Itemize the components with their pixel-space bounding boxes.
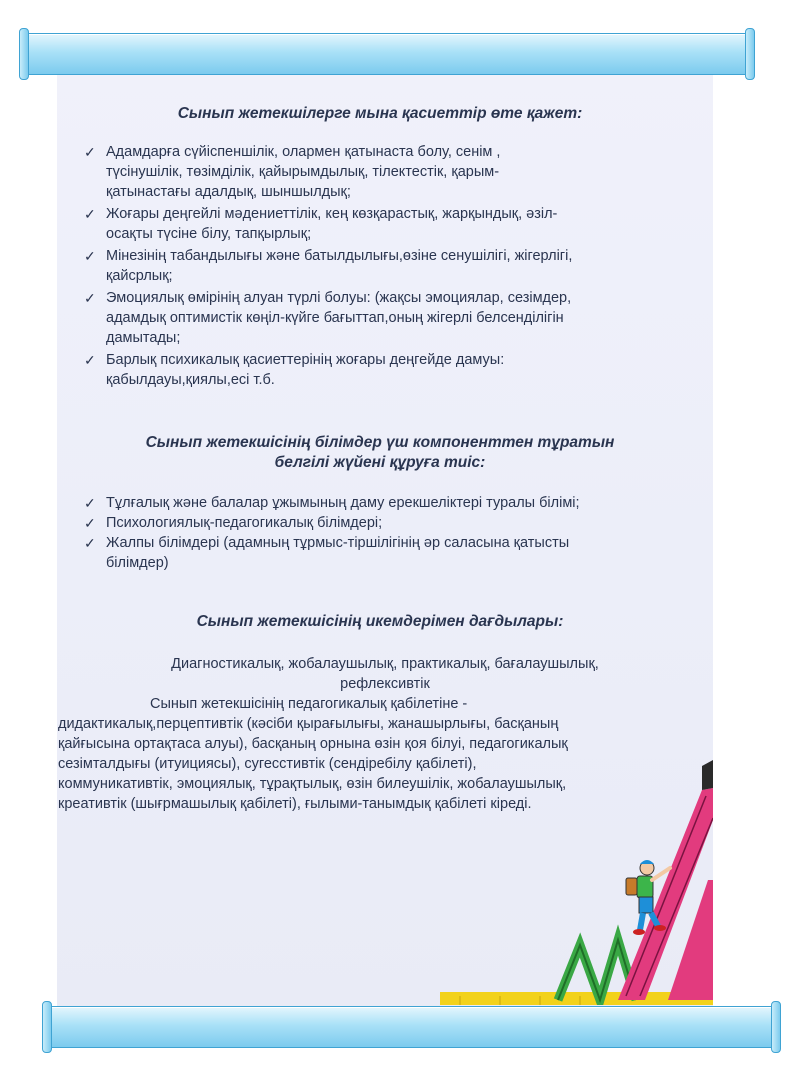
skills-list: Диагностикалық, жобалаушылық, практикалық, бағалаушылық, рефлексивтік [171,656,599,692]
checkmark-icon: ✓ [84,144,96,160]
scroll-curl-left [19,28,29,80]
section2-item-3: Жалпы білімдері (адамның тұрмыс-тіршілігінің әр саласына қатысты білімдер) [106,535,570,571]
checkmark-icon: ✓ [84,515,96,531]
checkmark-icon: ✓ [84,495,96,511]
section3-heading: Сынып жетекшісінің икемдерімен дағдылары: [196,613,564,630]
checkmark-icon: ✓ [84,206,96,222]
climber-letter-a-illustration [440,760,713,1005]
section1-item-5: Барлық психикалық қасиеттерінің жоғары деңгейде дамуы: қабылдауы,қиялы,есі т.б. [106,352,505,388]
section2-item-1: Тұлғалық және балалар ұжымының даму ерекшеліктері туралы білімі; [106,495,580,511]
section2-heading: Сынып жетекшісінің білімдер үш компоненттен тұратын белгілі жүйені құруға тиіс: [145,434,615,471]
checkmark-icon: ✓ [84,352,96,368]
section1-item-2: Жоғары деңгейлі мәдениеттілік, кең көзқарастық, жарқындық, әзіл- осақты түсіне білу, тапқырлық; [106,206,558,242]
top-scroll-banner [24,33,750,75]
section1-item-4: Эмоциялық өмірінің алуан түрлі болуы: (жақсы эмоциялар, сезімдер, адамдық оптимистік көңіл-күйге бағыттап,оның жігерлі белсенділігін дамытады; [106,290,572,346]
section2-item-2: Психологиялық-педагогикалық білімдері; [106,515,383,531]
checkmark-icon: ✓ [84,248,96,264]
abilities-paragraph: Сынып жетекшісінің педагогикалық қабілетіне - дидактикалық,перцептивтік (кәсіби қырағылығы, жанашырлығы, басқаның қайғысына ортақтаса алуы), басқаның орнына өзін қоя білуі, педагогикалық сезімталдығы (итуициясы), сугесстивтік (сендіребілу қабілеті), коммуникативтік, эмоциялық, тұрақтылық, өзін билеушілік, жобалаушылық, креативтік (шығрмашылық қабілеті), ғылыми-танымдық қабілеті кіреді. [58,696,568,812]
scroll-curl-right [745,28,755,80]
bottom-scroll-banner [47,1006,776,1048]
checkmark-icon: ✓ [84,535,96,551]
checkmark-icon: ✓ [84,290,96,306]
section1-heading: Сынып жетекшілерге мына қасиеттір өте қажет: [177,105,583,122]
scroll-curl-right [771,1001,781,1053]
scroll-curl-left [42,1001,52,1053]
section1-item-3: Мінезінің табандылығы және батылдылығы,өзіне сенушілігі, жігерлігі, қайсрлық; [106,248,573,284]
section1-item-1: Адамдарға сүйіспеншілік, олармен қатынаста болу, сенім , түсінушілік, төзімділік, қайырымдылық, тілектестік, қарым- қатынастағы адалдық, шыншылдық; [106,144,501,200]
